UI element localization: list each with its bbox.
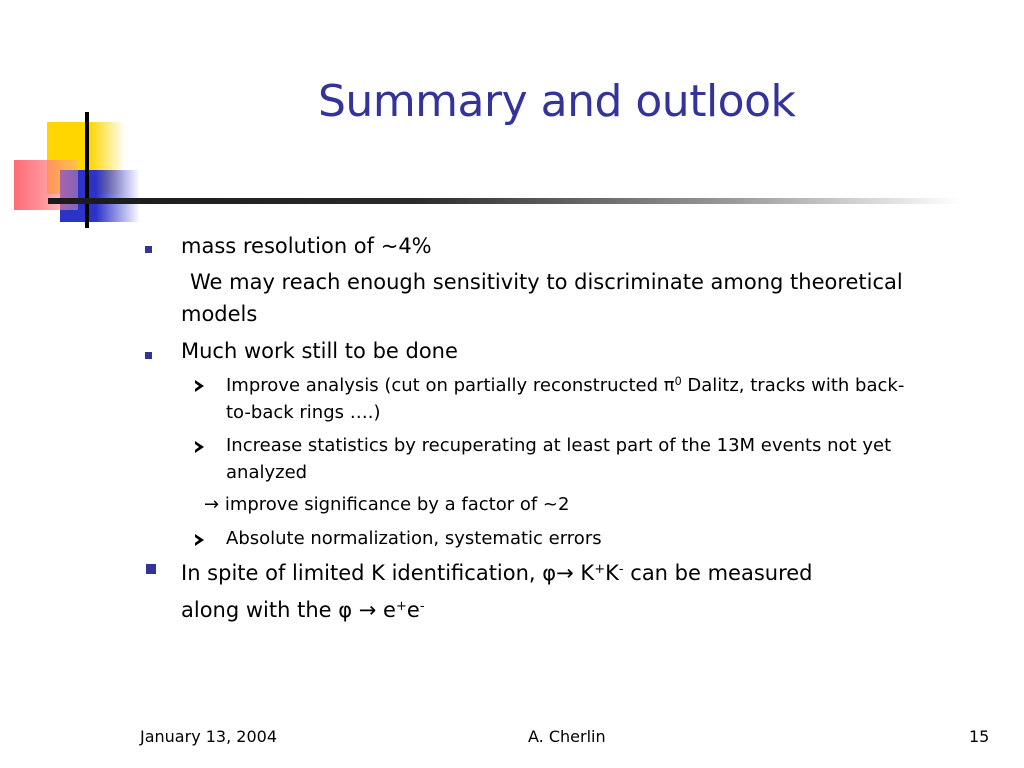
bullet-square-icon [145, 246, 152, 253]
bullet-text: e [406, 598, 420, 622]
sub-bullet-text: Improve analysis (cut on partially reconstructed π [226, 375, 675, 396]
title-divider-line [48, 198, 960, 204]
arrowhead-bullet-icon [195, 534, 204, 546]
bullet-phi-kk [181, 561, 813, 585]
bullet-text: K [605, 561, 619, 585]
superscript-minus: - [419, 598, 425, 614]
arrowhead-bullet-icon [195, 380, 204, 392]
bullet-square-icon [146, 564, 156, 574]
footer-author: A. Cherlin [528, 727, 606, 746]
arrowhead-bullet-icon [195, 441, 204, 453]
bullet-square-icon [145, 352, 152, 359]
pi-zero-superscript: 0 [674, 374, 682, 388]
superscript-plus: + [594, 561, 606, 577]
right-arrow-icon: → [556, 561, 574, 585]
sub-bullet-improve-analysis-continuation: to-back rings ….) [226, 402, 381, 423]
improve-significance-line [204, 494, 569, 515]
superscript-minus: - [618, 561, 624, 577]
footer-page-number: 15 [969, 727, 990, 746]
bullet-phi-ee-continuation [181, 598, 425, 622]
logo-vertical-line [85, 112, 89, 228]
footer-date: January 13, 2004 [140, 727, 277, 746]
bullet-mass-resolution-continuation-1: We may reach enough sensitivity to discriminate among theoretical [190, 270, 903, 294]
right-arrow-icon: → [204, 494, 220, 515]
sub-bullet-improve-analysis [226, 375, 904, 396]
superscript-plus: + [395, 598, 407, 614]
bullet-text: along with the φ [181, 598, 359, 622]
decorative-logo [0, 0, 160, 240]
improve-significance-text: improve significance by a factor of ~2 [224, 494, 570, 515]
sub-bullet-text: Dalitz, tracks with back- [681, 375, 905, 396]
bullet-text: can be measured [623, 561, 813, 585]
right-arrow-icon: → [358, 598, 377, 622]
bullet-mass-resolution: mass resolution of ~4% [181, 234, 432, 258]
sub-bullet-increase-statistics-continuation: analyzed [226, 462, 308, 483]
bullet-text: e [376, 598, 396, 622]
slide-title: Summary and outlook [318, 76, 796, 127]
bullet-text: In spite of limited K identification, φ [181, 561, 557, 585]
sub-bullet-absolute-normalization: Absolute normalization, systematic errors [226, 528, 602, 549]
bullet-mass-resolution-continuation-2: models [181, 302, 258, 326]
bullet-text: K [573, 561, 595, 585]
bullet-much-work: Much work still to be done [181, 339, 458, 363]
sub-bullet-increase-statistics: Increase statistics by recuperating at least part of the 13M events not yet [226, 435, 892, 456]
